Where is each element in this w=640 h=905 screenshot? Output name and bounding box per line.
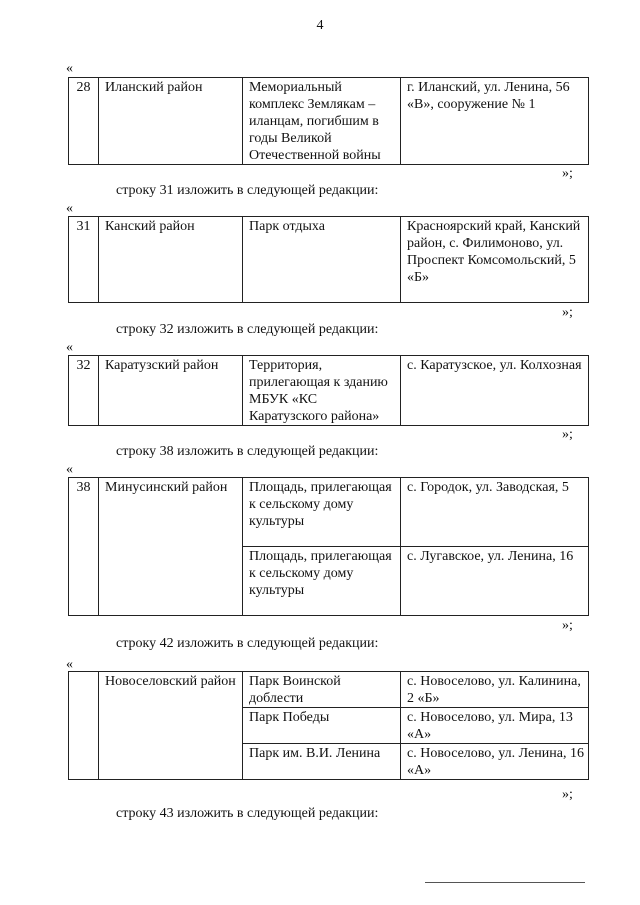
table-row [69,478,589,547]
row-28-table [68,77,589,165]
object-cell: Площадь, прилегающая к сельскому дому культуры [243,478,401,547]
instruction-32: строку 32 изложить в следующей редакции: [116,322,379,337]
quote-open: « [66,657,73,672]
quote-close: »; [562,787,573,802]
instruction-42: строку 42 изложить в следующей редакции: [116,636,379,651]
table-row [69,672,589,708]
object-cell: Площадь, прилегающая к сельскому дому культуры [243,547,401,616]
object-cell: Парк им. В.И. Ленина [243,744,401,780]
address-cell: г. Иланский, ул. Ленина, 56 «В», сооружение № 1 [401,78,589,165]
object-cell: Парк отдыха [243,217,401,303]
object-cell: Парк Победы [243,708,401,744]
table-row [69,78,589,165]
row-32-table [68,355,589,426]
quote-open: « [66,201,73,216]
instruction-43: строку 43 изложить в следующей редакции: [116,806,379,821]
table-row [69,356,589,426]
instruction-38: строку 38 изложить в следующей редакции: [116,444,379,459]
address-cell: с. Городок, ул. Заводская, 5 [401,478,589,547]
district-cell: Канский район [99,217,243,303]
quote-open: « [66,61,73,76]
district-cell: Иланский район [99,78,243,165]
quote-open: « [66,462,73,477]
row-number [69,672,99,780]
row-38-table [68,477,589,616]
address-cell: с. Лугавское, ул. Ленина, 16 [401,547,589,616]
row-42-table [68,671,589,780]
address-cell: Красноярский край, Канский район, с. Филимоново, ул. Проспект Комсомольский, 5 «Б» [401,217,589,303]
quote-open: « [66,340,73,355]
page-number: 4 [316,18,324,33]
instruction-31: строку 31 изложить в следующей редакции: [116,183,379,198]
object-cell: Мемориальный комплекс Землякам – иланцам, погибшим в годы Великой Отечественной войны [243,78,401,165]
address-cell: с. Новоселово, ул. Ленина, 16 «А» [401,744,589,780]
row-number: 38 [69,478,99,616]
row-number: 28 [69,78,99,165]
object-cell: Парк Воинской доблести [243,672,401,708]
scan-edge-line [425,882,585,883]
table-row [69,217,589,303]
quote-close: »; [562,305,573,320]
quote-close: »; [562,166,573,181]
quote-close: »; [562,618,573,633]
object-cell: Территория, прилегающая к зданию МБУК «КС Каратузского района» [243,356,401,426]
address-cell: с. Новоселово, ул. Калинина, 2 «Б» [401,672,589,708]
row-number: 32 [69,356,99,426]
address-cell: с. Каратузское, ул. Колхозная [401,356,589,426]
district-cell: Новоселовский район [99,672,243,780]
address-cell: с. Новоселово, ул. Мира, 13 «А» [401,708,589,744]
row-31-table [68,216,589,303]
district-cell: Каратузский район [99,356,243,426]
district-cell: Минусинский район [99,478,243,616]
row-number: 31 [69,217,99,303]
quote-close: »; [562,427,573,442]
